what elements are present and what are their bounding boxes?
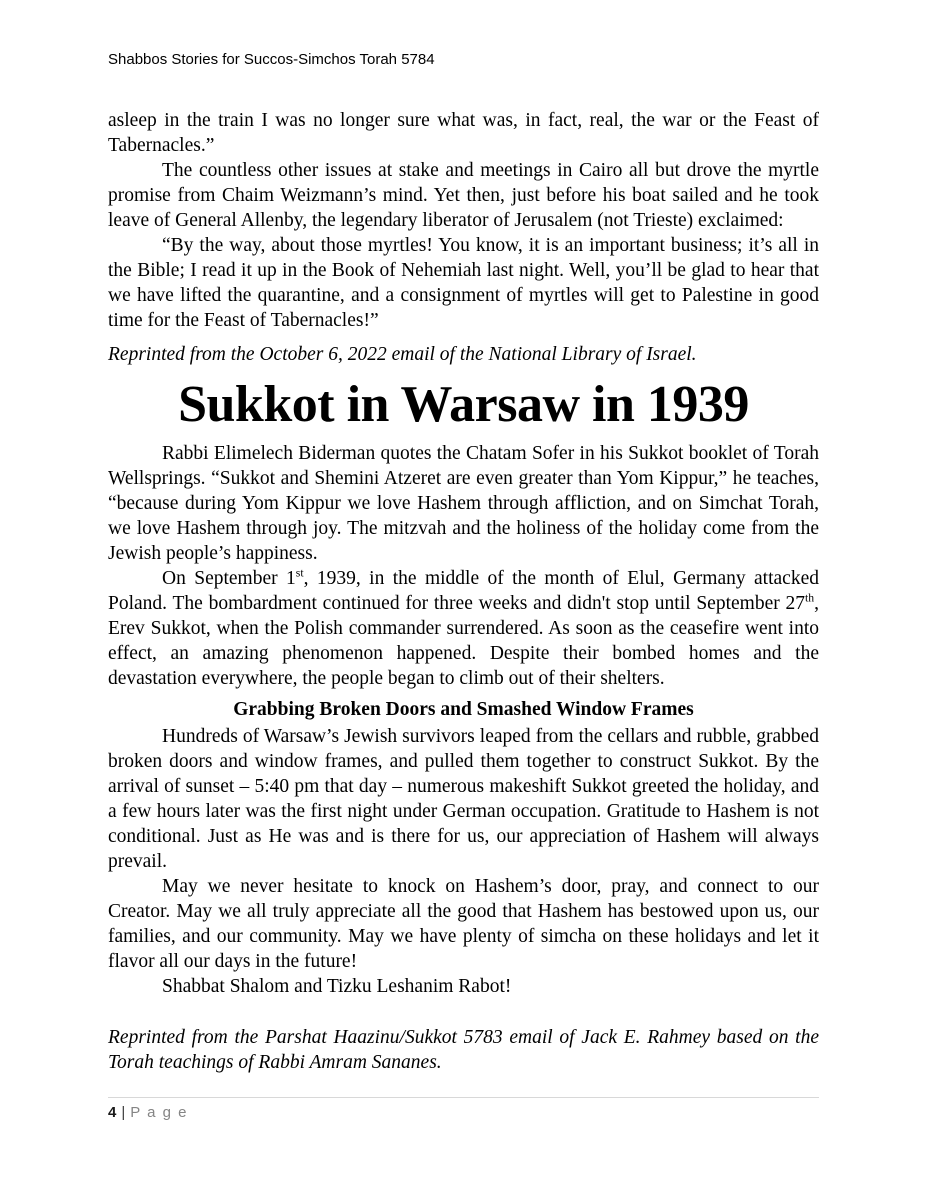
paragraph-biderman: Rabbi Elimelech Biderman quotes the Chatam Sofer in his Sukkot booklet of Torah Wellsprings. “Sukkot and Shemini Atzeret are even greater than Yom Kippur,” he teaches, “because during Yom Kippur we love Hashem through affliction, and on Simchat Torah, we love Hashem through joy. The mitzvah and the holiness of the holiday come from the Jewish people’s happiness. xyxy=(108,443,819,564)
paragraph-may-we-never: May we never hesitate to knock on Hashem’s door, pray, and connect to our Creator. May we all truly appreciate all the good that Hashem has bestowed upon us, our families, and our community. May we have plenty of simcha on these holidays and let it flavor all our days in the future! xyxy=(108,876,819,972)
paragraph-myrtles-quote: “By the way, about those myrtles! You know, it is an important business; it’s all in the Bible; I read it up in the Book of Nehemiah last night. Well, you’ll be glad to hear that we have lifted the quarantine, and a consignment of myrtles will get to Palestine in good time for the Feast of Tabernacles!” xyxy=(108,235,819,331)
footer-separator: | xyxy=(121,1104,126,1121)
document-body xyxy=(108,108,819,1075)
document-header xyxy=(108,50,819,70)
paragraph-continuation: asleep in the train I was no longer sure what was, in fact, real, the war or the Feast of Tabernacles.” xyxy=(108,110,819,156)
story-title: Sukkot in Warsaw in 1939 xyxy=(178,376,749,433)
page-number: 4 xyxy=(108,1104,117,1121)
document-footer xyxy=(108,1097,819,1122)
attribution-national-library: Reprinted from the October 6, 2022 email of the National Library of Israel. xyxy=(108,344,697,365)
paragraph-countless-issues: The countless other issues at stake and meetings in Cairo all but drove the myrtle promise from Chaim Weizmann’s mind. Yet then, just before his boat sailed and he took leave of General Allenby, the legendary liberator of Jerusalem (not Trieste) exclaimed: xyxy=(108,160,819,231)
paragraph-shabbat-shalom: Shabbat Shalom and Tizku Leshanim Rabot! xyxy=(162,976,512,997)
paragraph-hundreds-of-survivors: Hundreds of Warsaw’s Jewish survivors leaped from the cellars and rubble, grabbed broken doors and window frames, and pulled them together to construct Sukkot. By the arrival of sunset – 5:40 pm that day – numerous makeshift Sukkot greeted the holiday, and a few hours later was the first night under German occupation. Gratitude to Hashem is not conditional. Just as He was and is there for us, our appreciation of Hashem will always prevail. xyxy=(108,726,819,872)
paragraph-september-1939: On September 1st, 1939, in the middle of the month of Elul, Germany attacked Poland. The bombardment continued for three weeks and didn't stop until September 27th, Erev Sukkot, when the Polish commander surrendered. As soon as the ceasefire went into effect, an amazing phenomenon happened. Despite their bombed homes and the devastation everywhere, the people began to climb out of their shelters. xyxy=(108,566,819,689)
header-title: Shabbos Stories for Succos-Simchos Torah 5784 xyxy=(108,51,435,68)
page-label: P a g e xyxy=(130,1104,189,1121)
attribution-jack-rahmey: Reprinted from the Parshat Haazinu/Sukkot 5783 email of Jack E. Rahmey based on the Torah teachings of Rabbi Amram Sananes. xyxy=(108,1027,819,1073)
section-subheading: Grabbing Broken Doors and Smashed Window Frames xyxy=(233,699,694,720)
